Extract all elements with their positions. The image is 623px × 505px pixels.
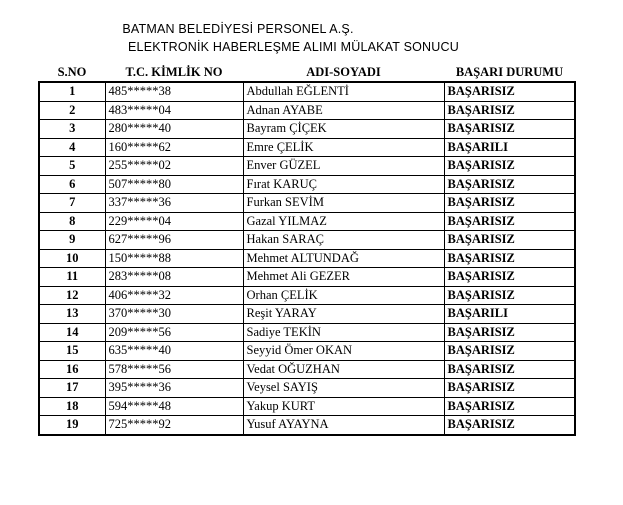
cell-name: Emre ÇELİK [243, 138, 444, 157]
cell-sno: 4 [39, 138, 105, 157]
table-row [39, 416, 575, 435]
cell-status: BAŞARISIZ [444, 379, 575, 398]
cell-name: Sadiye TEKİN [243, 323, 444, 342]
cell-sno: 5 [39, 157, 105, 176]
table-row [39, 194, 575, 213]
cell-name: Fırat KARUÇ [243, 175, 444, 194]
cell-name: Reşit YARAY [243, 305, 444, 324]
table-row [39, 323, 575, 342]
cell-status: BAŞARILI [444, 138, 575, 157]
cell-status: BAŞARISIZ [444, 397, 575, 416]
cell-sno: 7 [39, 194, 105, 213]
cell-sno: 11 [39, 268, 105, 287]
cell-name: Yusuf AYAYNA [243, 416, 444, 435]
cell-tc-kimlik: 337*****36 [105, 194, 243, 213]
table-row [39, 268, 575, 287]
cell-status: BAŞARISIZ [444, 323, 575, 342]
cell-name: Orhan ÇELİK [243, 286, 444, 305]
cell-sno: 13 [39, 305, 105, 324]
cell-sno: 16 [39, 360, 105, 379]
table-row [39, 101, 575, 120]
cell-tc-kimlik: 283*****08 [105, 268, 243, 287]
cell-tc-kimlik: 483*****04 [105, 101, 243, 120]
cell-tc-kimlik: 578*****56 [105, 360, 243, 379]
table-row [39, 157, 575, 176]
cell-sno: 12 [39, 286, 105, 305]
table-row [39, 175, 575, 194]
cell-status: BAŞARISIZ [444, 101, 575, 120]
cell-name: Furkan SEVİM [243, 194, 444, 213]
cell-status: BAŞARISIZ [444, 212, 575, 231]
cell-status: BAŞARISIZ [444, 175, 575, 194]
cell-sno: 17 [39, 379, 105, 398]
cell-sno: 18 [39, 397, 105, 416]
cell-sno: 3 [39, 120, 105, 139]
cell-tc-kimlik: 255*****02 [105, 157, 243, 176]
cell-status: BAŞARISIZ [444, 360, 575, 379]
cell-tc-kimlik: 160*****62 [105, 138, 243, 157]
column-header-name: ADI-SOYADI [306, 65, 381, 79]
cell-status: BAŞARISIZ [444, 416, 575, 435]
cell-status: BAŞARISIZ [444, 157, 575, 176]
cell-tc-kimlik: 150*****88 [105, 249, 243, 268]
cell-tc-kimlik: 209*****56 [105, 323, 243, 342]
table-header-row [39, 64, 575, 82]
cell-tc-kimlik: 725*****92 [105, 416, 243, 435]
cell-name: Mehmet ALTUNDAĞ [243, 249, 444, 268]
cell-status: BAŞARISIZ [444, 231, 575, 250]
cell-status: BAŞARISIZ [444, 249, 575, 268]
cell-sno: 15 [39, 342, 105, 361]
cell-tc-kimlik: 485*****38 [105, 82, 243, 101]
cell-tc-kimlik: 280*****40 [105, 120, 243, 139]
cell-tc-kimlik: 507*****80 [105, 175, 243, 194]
cell-status: BAŞARISIZ [444, 82, 575, 101]
cell-sno: 14 [39, 323, 105, 342]
document-title: BATMAN BELEDİYESİ PERSONEL A.Ş. [122, 22, 354, 36]
cell-tc-kimlik: 229*****04 [105, 212, 243, 231]
cell-status: BAŞARISIZ [444, 120, 575, 139]
table-row [39, 249, 575, 268]
cell-name: Adnan AYABE [243, 101, 444, 120]
table-body [39, 82, 575, 435]
cell-tc-kimlik: 395*****36 [105, 379, 243, 398]
cell-name: Yakup KURT [243, 397, 444, 416]
table-row [39, 231, 575, 250]
cell-status: BAŞARISIZ [444, 194, 575, 213]
cell-sno: 10 [39, 249, 105, 268]
cell-status: BAŞARILI [444, 305, 575, 324]
cell-sno: 6 [39, 175, 105, 194]
table-row [39, 212, 575, 231]
cell-sno: 8 [39, 212, 105, 231]
cell-name: Mehmet Ali GEZER [243, 268, 444, 287]
cell-tc-kimlik: 406*****32 [105, 286, 243, 305]
cell-status: BAŞARISIZ [444, 268, 575, 287]
column-header-status: BAŞARI DURUMU [455, 65, 564, 79]
column-header-tc: T.C. KİMLİK NO [125, 65, 223, 79]
table-row [39, 138, 575, 157]
cell-tc-kimlik: 627*****96 [105, 231, 243, 250]
cell-sno: 9 [39, 231, 105, 250]
cell-sno: 1 [39, 82, 105, 101]
document-subtitle: ELEKTRONİK HABERLEŞME ALIMI MÜLAKAT SONUCU [128, 40, 459, 54]
table-row [39, 286, 575, 305]
cell-name: Gazal YILMAZ [243, 212, 444, 231]
cell-status: BAŞARISIZ [444, 342, 575, 361]
cell-name: Hakan SARAÇ [243, 231, 444, 250]
table-row [39, 342, 575, 361]
cell-name: Abdullah EĞLENTİ [243, 82, 444, 101]
cell-name: Vedat OĞUZHAN [243, 360, 444, 379]
cell-name: Bayram ÇİÇEK [243, 120, 444, 139]
cell-name: Seyyid Ömer OKAN [243, 342, 444, 361]
cell-status: BAŞARISIZ [444, 286, 575, 305]
cell-tc-kimlik: 635*****40 [105, 342, 243, 361]
table-row [39, 82, 575, 101]
table-row [39, 120, 575, 139]
cell-sno: 19 [39, 416, 105, 435]
results-table [38, 64, 576, 436]
cell-name: Veysel SAYIŞ [243, 379, 444, 398]
table-row [39, 379, 575, 398]
cell-tc-kimlik: 594*****48 [105, 397, 243, 416]
cell-name: Enver GÜZEL [243, 157, 444, 176]
table-row [39, 360, 575, 379]
cell-tc-kimlik: 370*****30 [105, 305, 243, 324]
table-row [39, 305, 575, 324]
cell-sno: 2 [39, 101, 105, 120]
column-header-sno: S.NO [57, 65, 87, 79]
table-row [39, 397, 575, 416]
